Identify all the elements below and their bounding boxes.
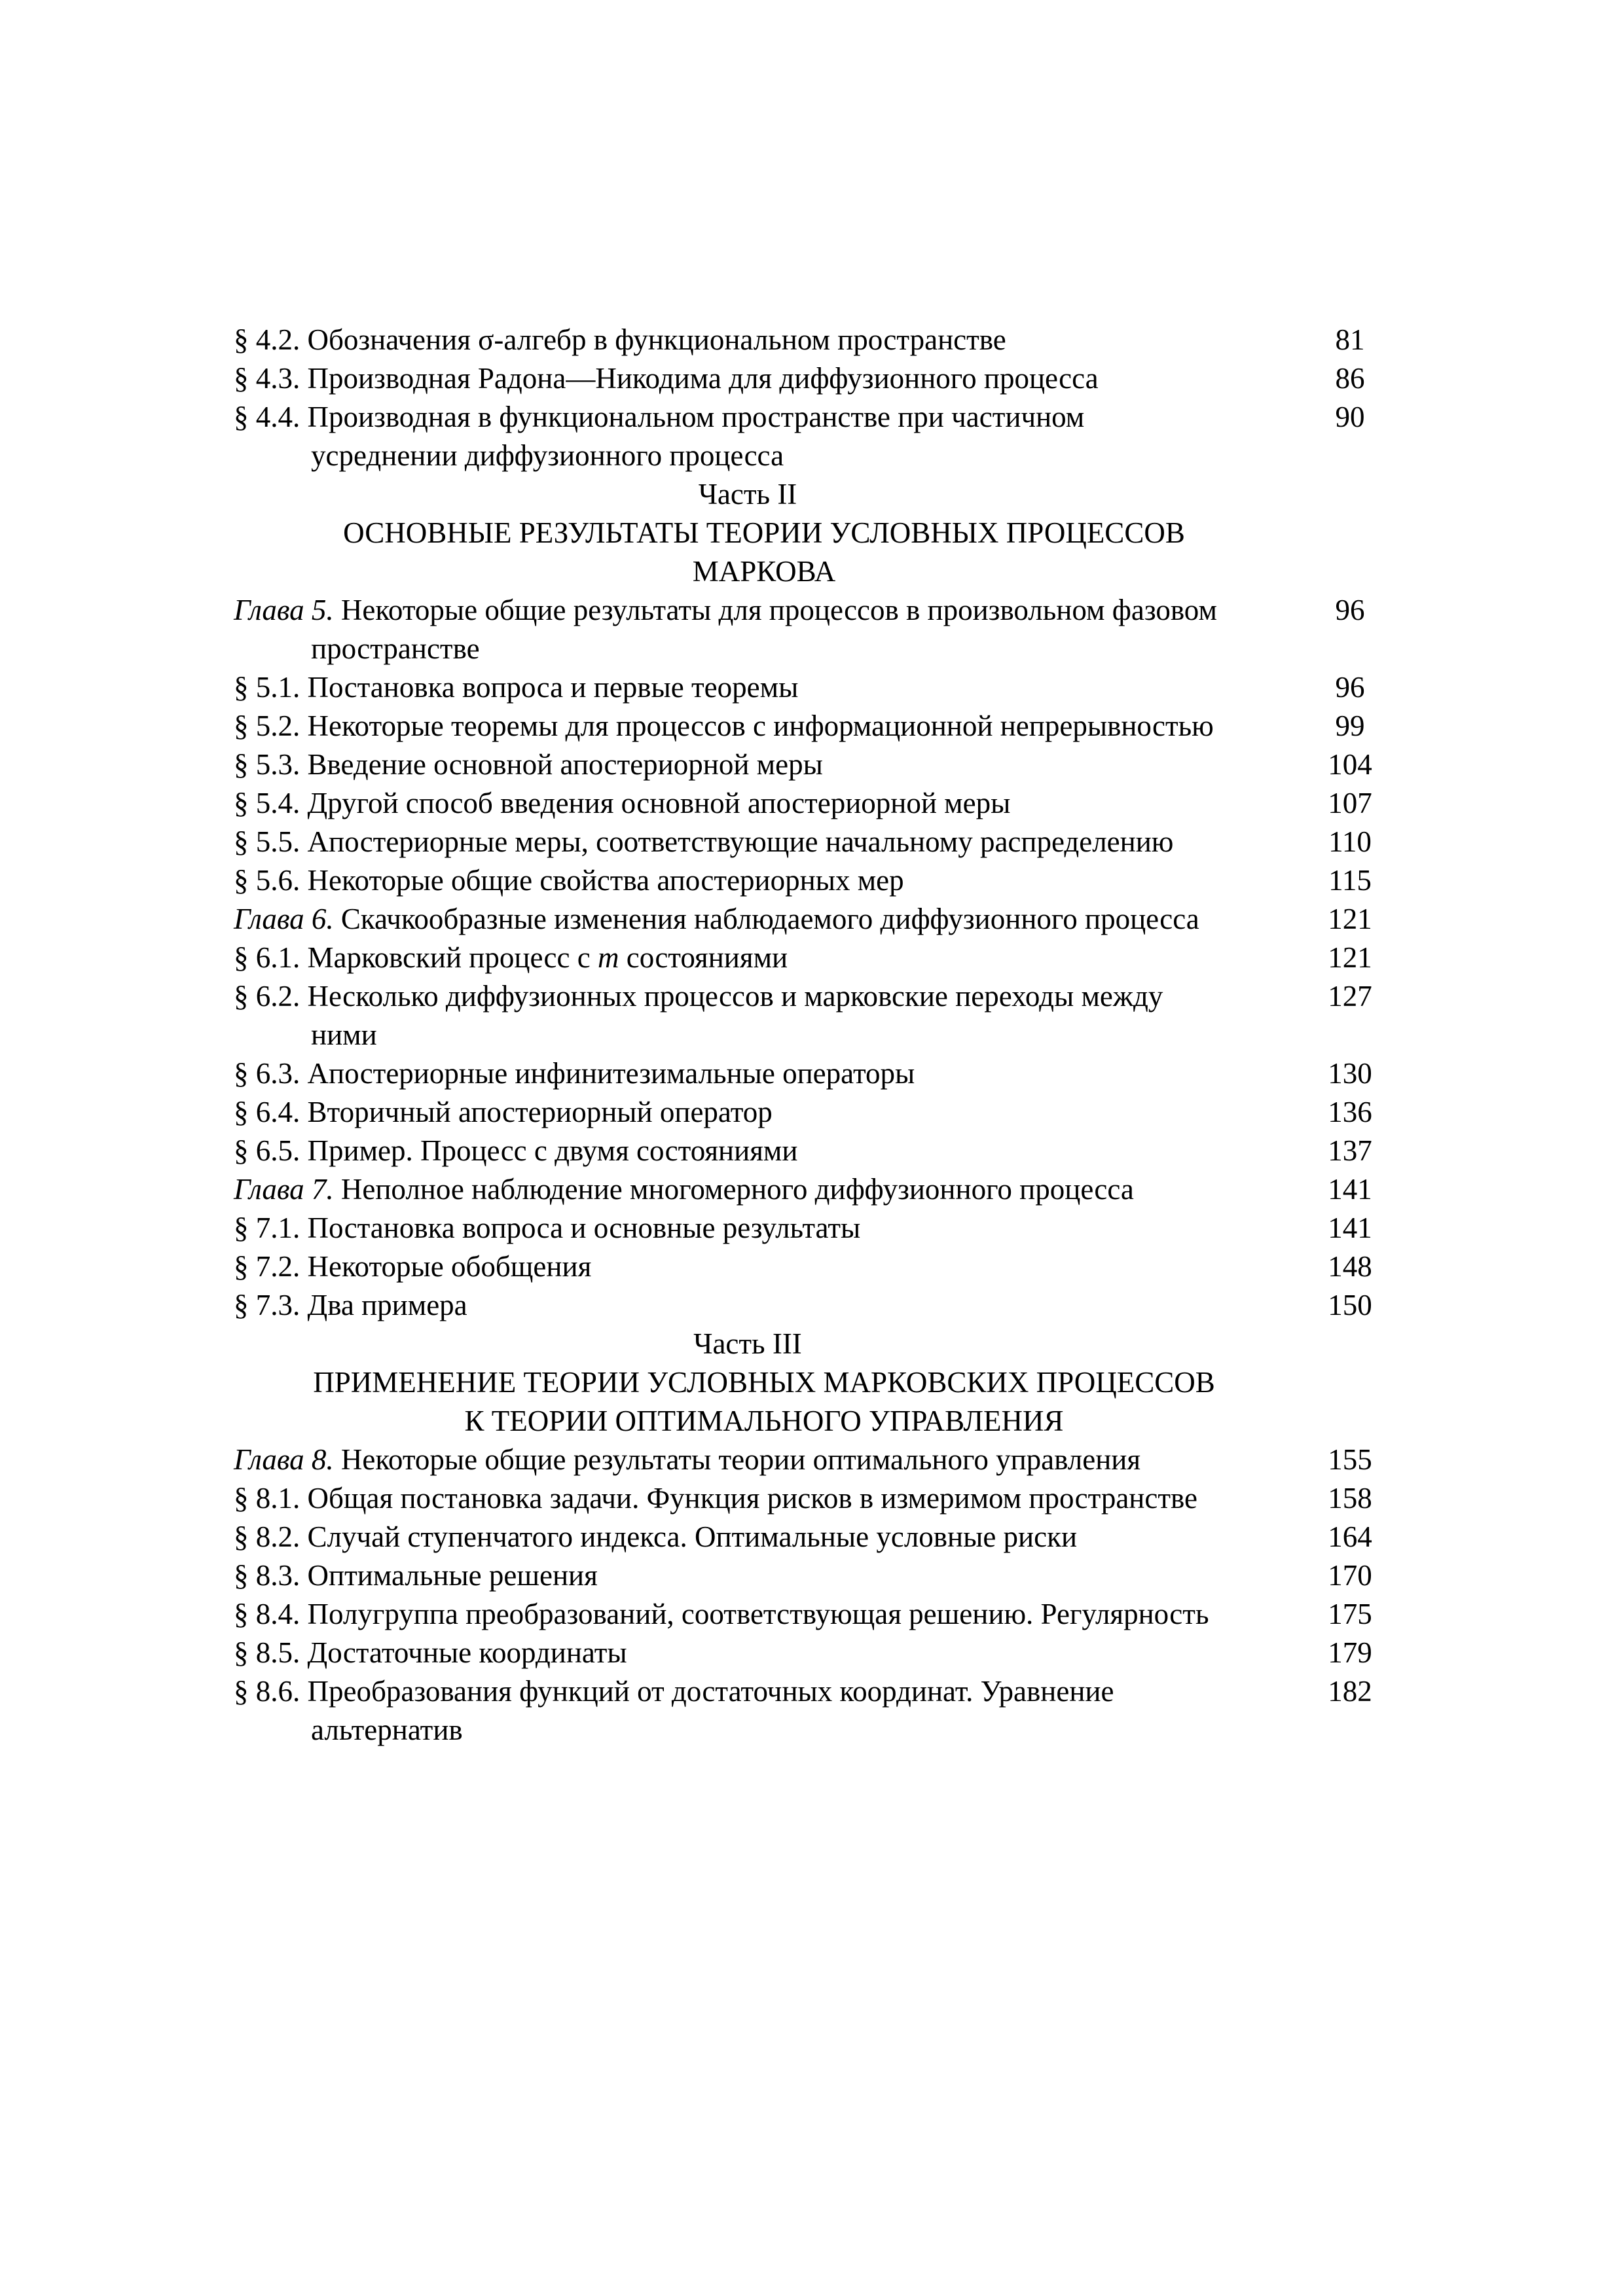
chapter-title: Неполное наблюдение многомерного диффузионного процесса (340, 1173, 1134, 1206)
chapter-number: Глава 7. (234, 1173, 334, 1206)
toc-entry-text (234, 1209, 1262, 1247)
section-number: § 4.3. (234, 362, 301, 395)
toc-entry (234, 668, 1393, 707)
section-number: § 5.1. (234, 671, 301, 704)
toc-entry-text (234, 1286, 1262, 1325)
toc-entry-text (234, 1634, 1262, 1672)
section-title: Некоторые обобщения (307, 1250, 592, 1283)
toc-entry-text (234, 591, 1262, 668)
toc-entry (234, 1132, 1393, 1170)
toc-entry (234, 1556, 1393, 1595)
toc-entry (234, 707, 1393, 745)
section-title: Полугруппа преобразований, соответствующая решению. Регулярность (307, 1598, 1209, 1630)
section-title: Преобразования функций от достаточных координат. Уравнение альтернатив (307, 1675, 1114, 1746)
page-number: 81 (1335, 323, 1365, 356)
page-number: 141 (1328, 1173, 1372, 1206)
section-title: Два примера (307, 1289, 467, 1321)
section-title: Пример. Процесс с двумя состояниями (307, 1134, 798, 1167)
page-number: 130 (1328, 1057, 1372, 1090)
toc-entry-text (234, 1556, 1262, 1595)
section-title-part: состояниями (619, 941, 788, 974)
part-label: Часть III (693, 1327, 802, 1360)
page-number: 99 (1335, 709, 1365, 742)
part-title (234, 514, 1393, 591)
toc-entry-text (234, 359, 1262, 398)
toc-entry-text (234, 900, 1262, 939)
math-variable: m (597, 941, 619, 974)
toc-entry-text (234, 1170, 1262, 1209)
toc-entry (234, 1595, 1393, 1634)
page-number: 96 (1335, 594, 1365, 626)
toc-entry (234, 861, 1393, 900)
toc-chapter-entry (234, 1441, 1393, 1479)
chapter-number: Глава 6. (234, 903, 334, 935)
page-number: 137 (1328, 1134, 1372, 1167)
page-number: 115 (1328, 864, 1372, 897)
toc-entry-text (234, 977, 1262, 1054)
page-number: 90 (1335, 401, 1365, 433)
toc-entry (234, 1054, 1393, 1093)
toc-chapter-entry (234, 900, 1393, 939)
toc-entry (234, 1093, 1393, 1132)
toc-entry-text (234, 939, 1262, 977)
section-title: Некоторые теоремы для процессов с информационной непрерывностью (307, 709, 1214, 742)
section-title: Постановка вопроса и основные результаты (307, 1211, 861, 1244)
page-number: 104 (1328, 748, 1372, 781)
toc-entry-text (234, 1093, 1262, 1132)
page-number: 182 (1328, 1675, 1372, 1708)
toc-entry (234, 1247, 1393, 1286)
page-number: 110 (1328, 825, 1372, 858)
part-title-line: ОСНОВНЫЕ РЕЗУЛЬТАТЫ ТЕОРИИ УСЛОВНЫХ ПРОЦЕССОВ (343, 516, 1185, 549)
section-number: § 5.2. (234, 709, 301, 742)
toc-entry-text (234, 861, 1262, 900)
page-number: 150 (1328, 1289, 1372, 1321)
section-title: Введение основной апостериорной меры (307, 748, 823, 781)
toc-entry (234, 398, 1393, 475)
section-number: § 5.6. (234, 864, 301, 897)
section-title: Постановка вопроса и первые теоремы (307, 671, 799, 704)
section-title: Другой способ введения основной апостериорной меры (307, 787, 1011, 819)
section-number: § 7.2. (234, 1250, 301, 1283)
toc-entry-text (234, 1479, 1262, 1518)
part-title-line: ПРИМЕНЕНИЕ ТЕОРИИ УСЛОВНЫХ МАРКОВСКИХ ПРОЦЕССОВ (313, 1366, 1215, 1399)
toc-entry-text (234, 784, 1262, 823)
toc-entry (234, 745, 1393, 784)
part-title-line: МАРКОВА (692, 555, 836, 588)
page-number: 86 (1335, 362, 1365, 395)
page-number: 96 (1335, 671, 1365, 704)
section-number: § 4.2. (234, 323, 301, 356)
toc-entry-text (234, 668, 1262, 707)
toc-entry (234, 1479, 1393, 1518)
section-title: Производная Радона—Никодима для диффузионного процесса (307, 362, 1099, 395)
section-number: § 8.5. (234, 1636, 301, 1669)
toc-entry-text (234, 398, 1262, 475)
section-number: § 7.1. (234, 1211, 301, 1244)
chapter-title: Скачкообразные изменения наблюдаемого диффузионного процесса (340, 903, 1199, 935)
page-number: 148 (1328, 1250, 1372, 1283)
section-number: § 8.6. (234, 1675, 301, 1708)
section-number: § 5.5. (234, 825, 301, 858)
toc-entry (234, 823, 1393, 861)
toc-chapter-entry (234, 1170, 1393, 1209)
page-number: 107 (1328, 787, 1372, 819)
toc-entry-text (234, 1672, 1262, 1749)
section-title: Оптимальные решения (307, 1559, 598, 1592)
toc-entry-text (234, 1054, 1262, 1093)
section-title: Обозначения σ-алгебр в функциональном пространстве (307, 323, 1006, 356)
page-number: 121 (1328, 903, 1372, 935)
page-number: 155 (1328, 1443, 1372, 1476)
chapter-number: Глава 8. (234, 1443, 334, 1476)
toc-entry (234, 1209, 1393, 1247)
toc-entry-text (234, 1132, 1262, 1170)
page-number: 141 (1328, 1211, 1372, 1244)
toc-entry-text (234, 745, 1262, 784)
section-title: Некоторые общие свойства апостериорных мер (307, 864, 904, 897)
section-title: Производная в функциональном пространстве при частичном усреднении диффузионного процесса (307, 401, 1085, 472)
section-number: § 6.5. (234, 1134, 301, 1167)
toc-entry (234, 1518, 1393, 1556)
toc-entry-text (234, 1595, 1262, 1634)
page-number: 170 (1328, 1559, 1372, 1592)
page-number: 136 (1328, 1096, 1372, 1128)
section-number: § 8.3. (234, 1559, 301, 1592)
section-title: Общая постановка задачи. Функция рисков в измеримом пространстве (307, 1482, 1197, 1515)
page-number: 121 (1328, 941, 1372, 974)
section-title: Вторичный апостериорный оператор (307, 1096, 773, 1128)
toc-entry (234, 939, 1393, 977)
section-title-part: Марковский процесс с (307, 941, 598, 974)
toc-entry-text (234, 707, 1262, 745)
page-number: 164 (1328, 1520, 1372, 1553)
section-number: § 5.3. (234, 748, 301, 781)
section-title: Несколько диффузионных процессов и марковские переходы между ними (307, 980, 1163, 1051)
toc-chapter-entry (234, 591, 1393, 668)
section-number: § 5.4. (234, 787, 301, 819)
part-title-line: К ТЕОРИИ ОПТИМАЛЬНОГО УПРАВЛЕНИЯ (464, 1405, 1064, 1437)
page-number: 127 (1328, 980, 1372, 1013)
chapter-title: Некоторые общие результаты теории оптимального управления (340, 1443, 1141, 1476)
toc-entry (234, 784, 1393, 823)
section-number: § 8.4. (234, 1598, 301, 1630)
chapter-number: Глава 5. (234, 594, 334, 626)
section-title: Достаточные координаты (307, 1636, 627, 1669)
toc-entry (234, 977, 1393, 1054)
chapter-title: Некоторые общие результаты для процессов в произвольном фазовом пространстве (311, 594, 1217, 665)
section-number: § 6.1. (234, 941, 301, 974)
section-number: § 6.2. (234, 980, 301, 1013)
table-of-contents (234, 321, 1393, 1749)
section-number: § 7.3. (234, 1289, 301, 1321)
toc-entry (234, 1672, 1393, 1749)
toc-entry (234, 1286, 1393, 1325)
toc-entry-text (234, 1441, 1262, 1479)
part-title (234, 1363, 1393, 1441)
toc-entry-text (234, 321, 1262, 359)
section-number: § 4.4. (234, 401, 301, 433)
section-number: § 8.2. (234, 1520, 301, 1553)
section-number: § 6.4. (234, 1096, 301, 1128)
part-label: Часть II (698, 478, 797, 511)
page-number: 158 (1328, 1482, 1372, 1515)
section-title: Апостериорные меры, соответствующие начальному распределению (307, 825, 1174, 858)
section-title: Апостериорные инфинитезимальные операторы (307, 1057, 915, 1090)
toc-entry (234, 359, 1393, 398)
toc-entry-text (234, 1247, 1262, 1286)
toc-entry (234, 1634, 1393, 1672)
toc-entry-text (234, 823, 1262, 861)
toc-entry (234, 321, 1393, 359)
page-number: 175 (1328, 1598, 1372, 1630)
section-number: § 8.1. (234, 1482, 301, 1515)
section-number: § 6.3. (234, 1057, 301, 1090)
section-title: Случай ступенчатого индекса. Оптимальные условные риски (307, 1520, 1078, 1553)
page-number: 179 (1328, 1636, 1372, 1669)
toc-entry-text (234, 1518, 1262, 1556)
